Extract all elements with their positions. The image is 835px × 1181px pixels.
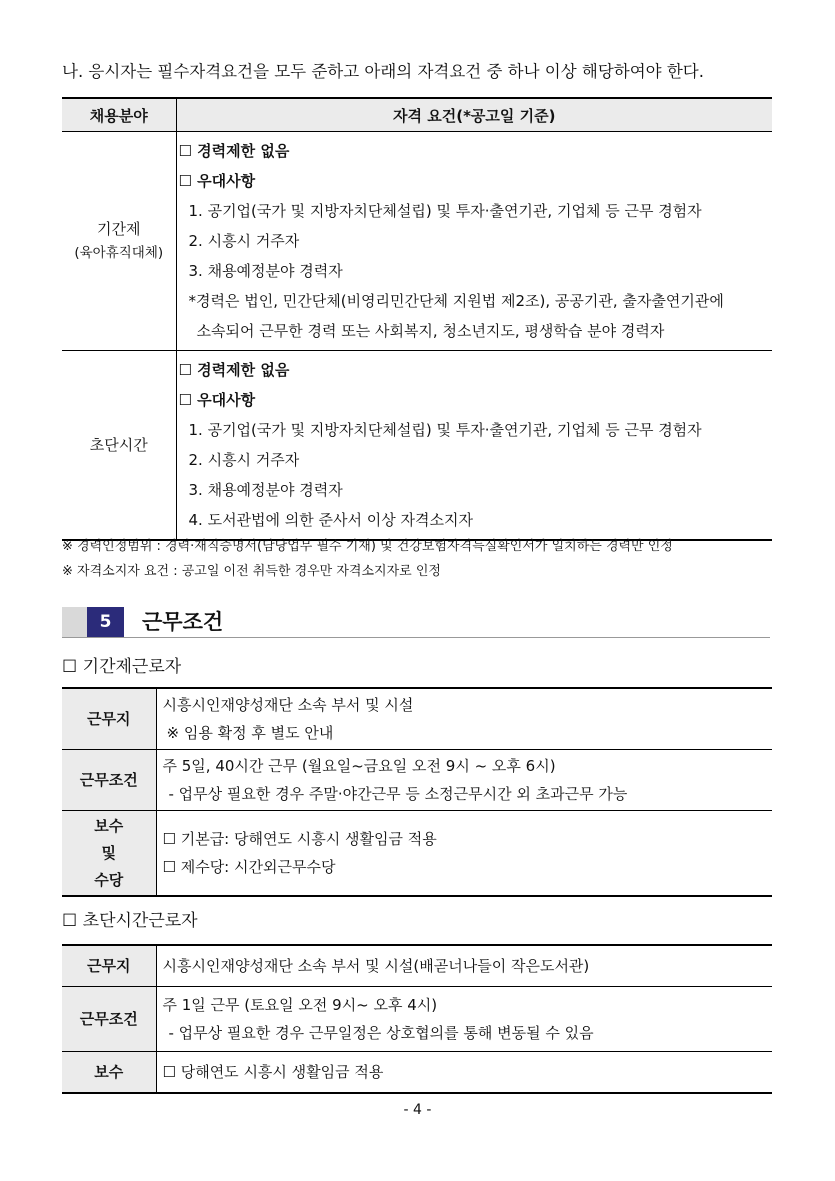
requirements-cell (176, 132, 772, 351)
value-line: - 업무상 필요한 경우 주말·야간근무 등 소정근무시간 외 초과근무 가능 (168, 785, 628, 803)
qualification-header-row (62, 98, 772, 132)
requirement-line: *경력은 법인, 민간단체(비영리민간단체 지원법 제2조), 공공기관, 출자출연기관에 (188, 292, 724, 310)
note-career: ※ 경력인정범위 : 경력·재직증명서(담당업무 필수 기재) 및 건강보험자격득실확인서가 일치하는 경력만 인정 (62, 539, 673, 554)
requirement-line: 4. 도서관법에 의한 준사서 이상 자격소지자 (188, 511, 473, 529)
row-value (156, 688, 772, 750)
note-license: ※ 자격소지자 요건 : 공고일 이전 취득한 경우만 자격소지자로 인정 (62, 564, 441, 579)
table-row (62, 132, 772, 351)
requirements-cell (176, 351, 772, 541)
header-field: 채용분야 (62, 98, 176, 132)
label-line: 보수 (94, 816, 124, 835)
requirement-line: ☐ 우대사항 (178, 391, 256, 409)
requirement-line: 3. 채용예정분야 경력자 (188, 481, 343, 499)
table-row (62, 811, 772, 897)
table-row (62, 945, 772, 987)
row-value (156, 1052, 772, 1094)
value-line: ☐ 당해연도 시흥시 생활임금 적용 (162, 1063, 384, 1081)
requirement-line: 1. 공기업(국가 및 지방자치단체설립) 및 투자·출연기관, 기업체 등 근무 경험자 (188, 202, 702, 220)
value-line: ※ 임용 확정 후 별도 안내 (166, 724, 334, 742)
requirement-line: ☐ 우대사항 (178, 172, 256, 190)
requirement-line: 2. 시흥시 거주자 (188, 232, 300, 250)
row-value (156, 987, 772, 1052)
row-value (156, 750, 772, 811)
table-row (62, 987, 772, 1052)
requirement-line: ☐ 경력제한 없음 (178, 361, 290, 379)
category-sublabel: (육아휴직대체) (74, 245, 164, 261)
page-number: - 4 - (403, 1102, 432, 1118)
subheading-short-worker: ☐ 초단시간근로자 (62, 911, 198, 931)
value-line: 시흥시인재양성재단 소속 부서 및 시설 (162, 696, 414, 714)
section-title: 근무조건 (142, 610, 224, 634)
label-line: 수당 (94, 870, 124, 889)
table-row (62, 688, 772, 750)
row-value (156, 811, 772, 897)
requirement-line: ☐ 경력제한 없음 (178, 142, 290, 160)
temp-worker-table (62, 687, 772, 897)
intro-text: 나. 응시자는 필수자격요건을 모두 준하고 아래의 자격요건 중 하나 이상 해당하여야 한다. (62, 62, 704, 81)
row-label: 근무지 (62, 945, 156, 987)
subheading-temp-worker: ☐ 기간제근로자 (62, 657, 182, 677)
value-line: ☐ 기본급: 당해연도 시흥시 생활임금 적용 (162, 830, 437, 848)
category-cell (62, 132, 176, 351)
table-row (62, 750, 772, 811)
value-line: 시흥시인재양성재단 소속 부서 및 시설(배곧너나들이 작은도서관) (162, 957, 590, 975)
row-label: 근무조건 (62, 750, 156, 811)
section-number: 5 (87, 607, 124, 637)
row-value (156, 945, 772, 987)
value-line: 주 1일 근무 (토요일 오전 9시~ 오후 4시) (162, 996, 438, 1014)
section-divider (62, 637, 770, 638)
header-requirements: 자격 요건(*공고일 기준) (176, 98, 772, 132)
category-label: 기간제 (97, 220, 141, 238)
value-line: ☐ 제수당: 시간외근무수당 (162, 858, 336, 876)
table-row (62, 1052, 772, 1094)
row-label: 근무지 (62, 688, 156, 750)
category-cell (62, 351, 176, 541)
value-line: - 업무상 필요한 경우 근무일정은 상호협의를 통해 변동될 수 있음 (168, 1024, 594, 1042)
row-label: 보수 (62, 1052, 156, 1094)
short-worker-table (62, 944, 772, 1094)
category-label: 초단시간 (89, 436, 148, 454)
qualification-table (62, 97, 772, 541)
row-label (62, 811, 156, 897)
requirement-line: 1. 공기업(국가 및 지방자치단체설립) 및 투자·출연기관, 기업체 등 근무 경험자 (188, 421, 702, 439)
label-line: 및 (101, 843, 116, 862)
requirement-line: 3. 채용예정분야 경력자 (188, 262, 343, 280)
value-line: 주 5일, 40시간 근무 (월요일~금요일 오전 9시 ~ 오후 6시) (162, 757, 556, 775)
table-row (62, 351, 772, 541)
requirement-line: 2. 시흥시 거주자 (188, 451, 300, 469)
requirement-line: 소속되어 근무한 경력 또는 사회복지, 청소년지도, 평생학습 분야 경력자 (196, 322, 665, 340)
row-label: 근무조건 (62, 987, 156, 1052)
